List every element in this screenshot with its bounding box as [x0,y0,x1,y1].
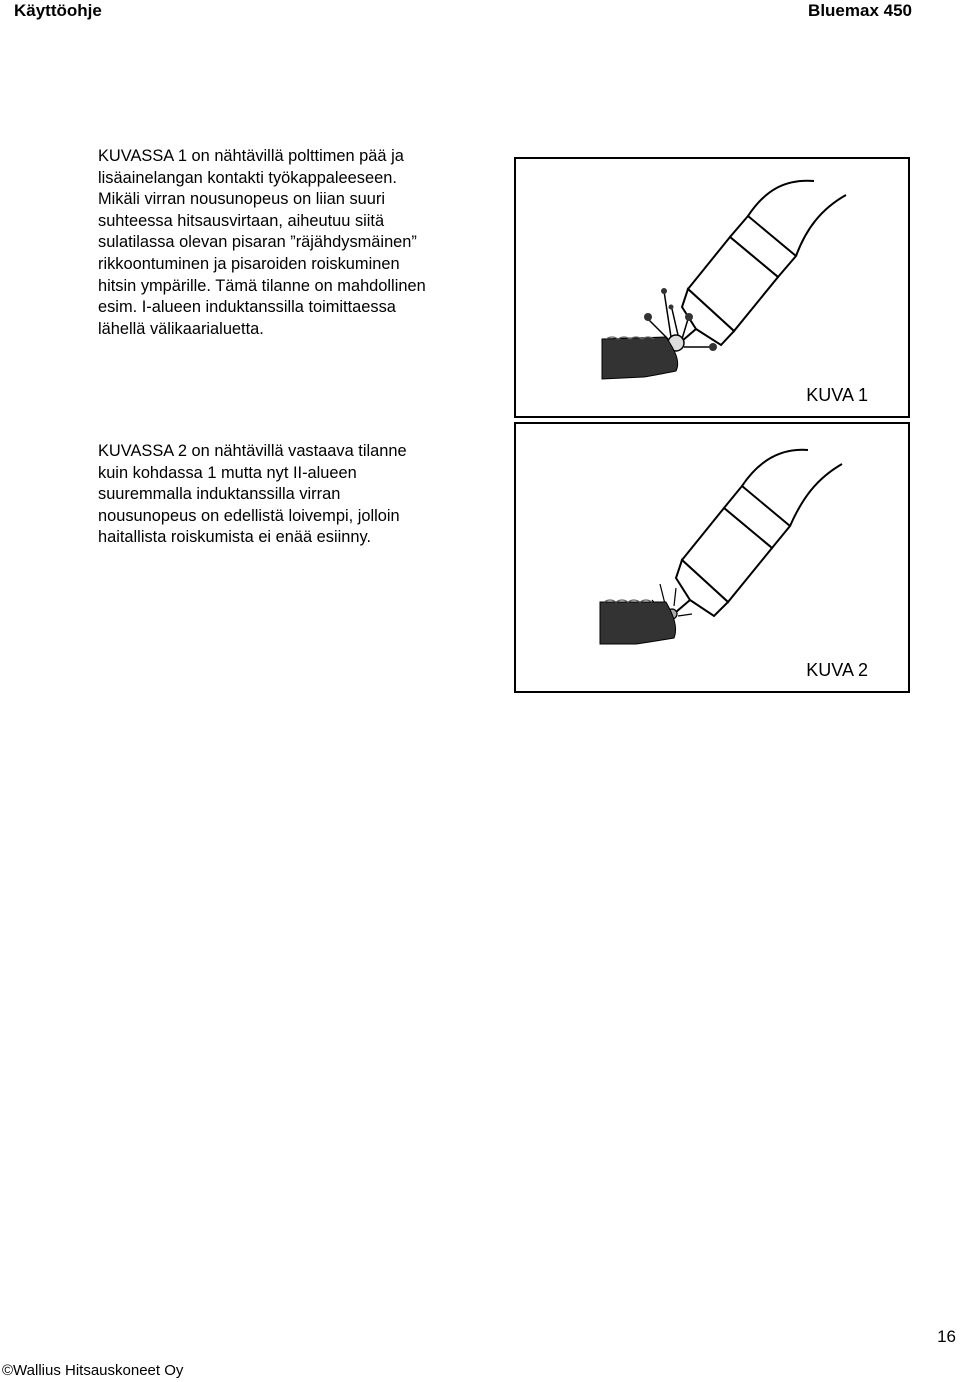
header-title-left: Käyttöohje [14,1,102,20]
paragraph-line: hitsin ympärille. Tämä tilanne on mahdollinen [98,276,426,295]
paragraph-line: sulatilassa olevan pisaran ”räjähdysmäinen” [98,233,417,252]
paragraph-line: Mikäli virran nousunopeus on liian suuri [98,190,385,209]
page-number: 16 [937,1327,956,1346]
paragraph-line: KUVASSA 2 on nähtävillä vastaava tilanne [98,442,407,460]
figure-caption: KUVA 2 [806,660,868,680]
figure-caption: KUVA 1 [806,385,868,405]
paragraph-line: haitallista roiskumista ei enää esiinny. [98,528,372,547]
welding-torch-stable-illustration [516,424,908,691]
paragraph-line: suuremmalla induktanssilla virran [98,485,341,504]
paragraph-kuva1 [98,146,498,340]
paragraph-kuva2 [98,441,498,549]
paragraph-line: rikkoontuminen ja pisaroiden roiskuminen [98,254,400,273]
paragraph-line: suhteessa hitsausvirtaan, aiheutuu siitä [98,211,385,230]
figure-kuva2 [514,422,910,693]
footer-copyright: ©Wallius Hitsauskoneet Oy [2,1362,184,1379]
paragraph-line: lisäainelangan kontakti työkappaleeseen. [98,168,397,187]
figure-kuva1 [514,157,910,418]
header-title-right: Bluemax 450 [808,1,912,20]
paragraph-line: kuin kohdassa 1 mutta nyt II-alueen [98,463,357,482]
paragraph-line: esim. I-alueen induktanssilla toimittaessa [98,298,396,317]
paragraph-line: lähellä välikaarialuetta. [98,319,264,338]
welding-torch-spatter-illustration [516,159,908,416]
paragraph-line: nousunopeus on edellistä loivempi, jolloin [98,506,400,525]
paragraph-line: KUVASSA 1 on nähtävillä polttimen pää ja [98,147,404,165]
